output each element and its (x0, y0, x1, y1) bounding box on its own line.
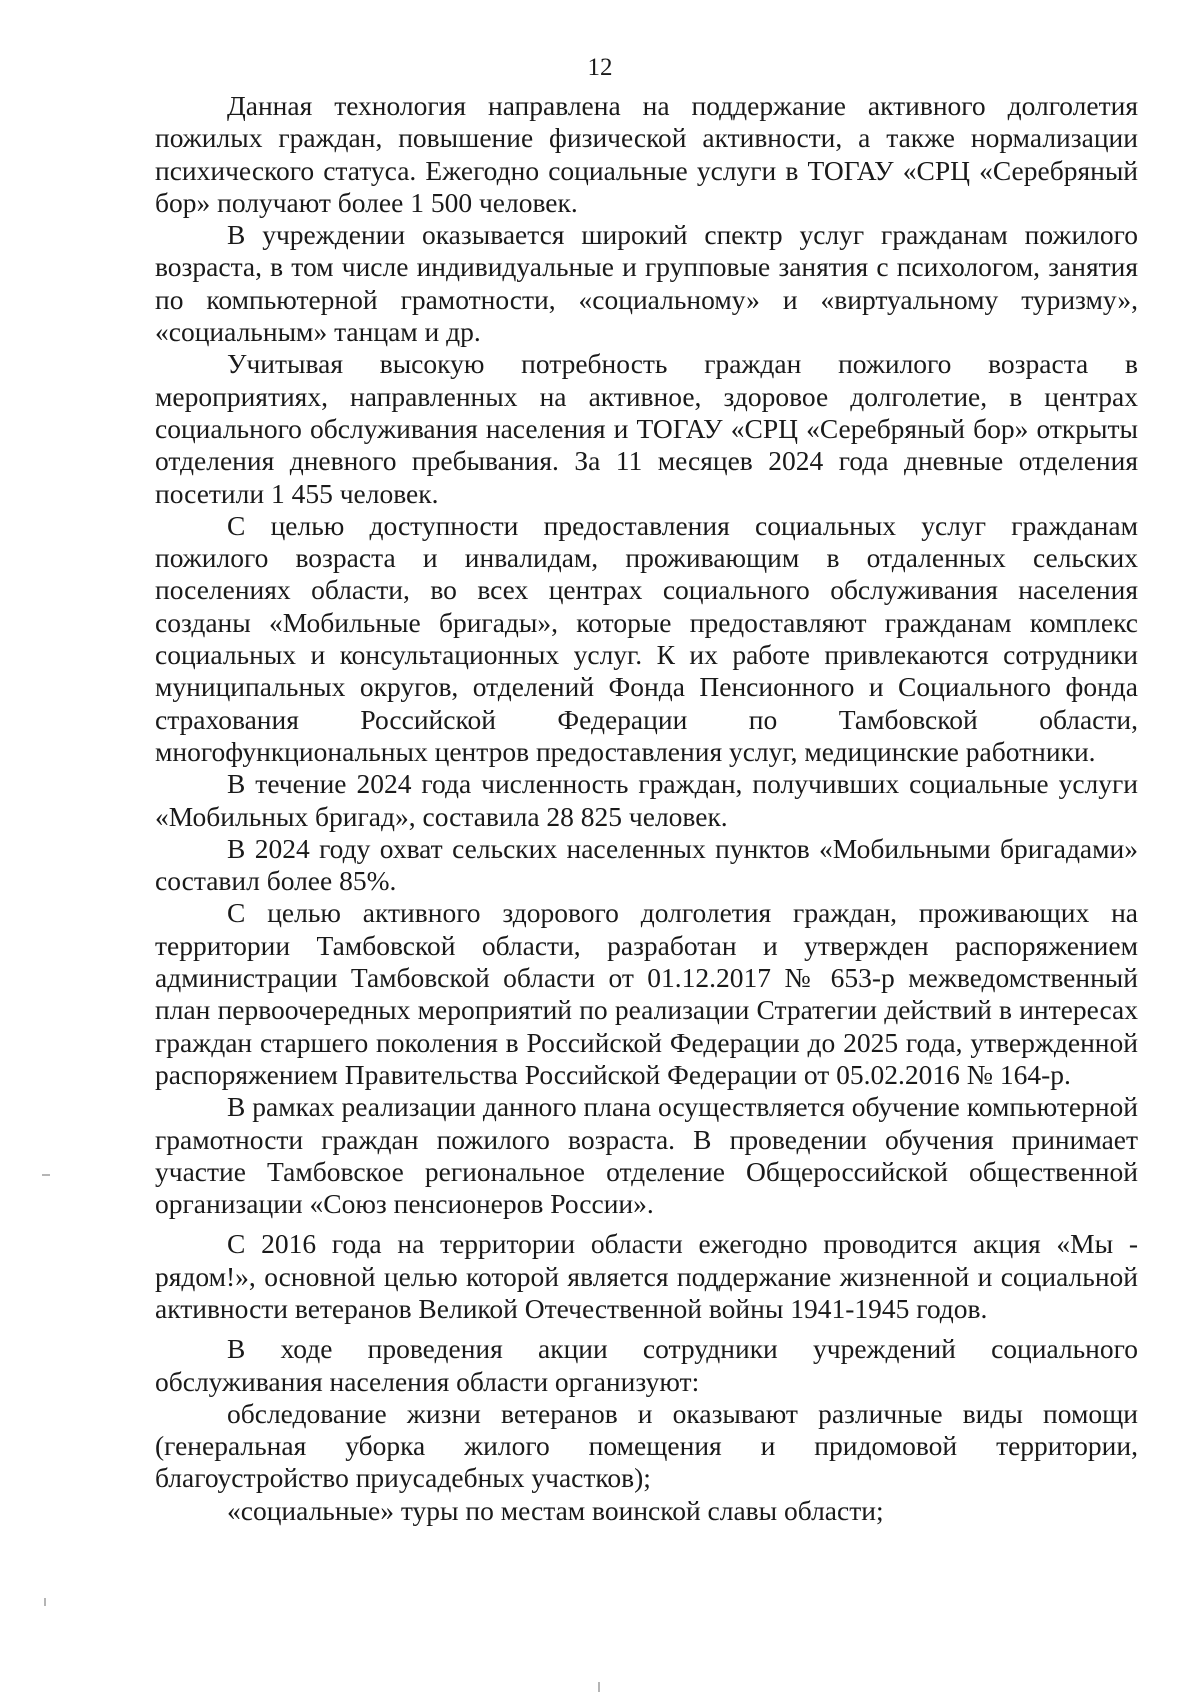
text-line: Общероссийской общественной организации «Союз пенсионеров России». (155, 1155, 1138, 1220)
text-line: туризму», «социальным» танцам и др. (155, 283, 1138, 348)
paragraph (155, 90, 1138, 219)
text-line: утвержденной распоряжением Правительства Российской Федерации от (155, 1026, 1138, 1090)
text-line: отделения посетили 1 455 человек. (155, 445, 1139, 509)
text-line: бригадами» составил более 85%. (155, 832, 1139, 897)
text-line: годов. (916, 1292, 988, 1324)
text-line: В учреждении оказывается широкий спектр услуг гражданам пожилого (227, 219, 1138, 251)
paragraph (155, 1091, 1138, 1220)
text-line: С 2016 года на территории области ежегодно проводится акция (227, 1228, 1041, 1260)
text-line: и социальной активности ветеранов Великой Отечественной войны 1941-1945 (155, 1260, 1139, 1324)
text-line: пожилых граждан, повышение физической активности, а также нормализации (155, 122, 1138, 154)
text-line: интересах граждан старшего поколения в Российской Федерации до 2025 года, (155, 994, 1139, 1058)
text-line: «Серебряный бор» получают более 1 500 человек. (155, 154, 1139, 218)
text-line: пожилого возраста и инвалидам, проживающим в отдаленных сельских (155, 542, 1138, 574)
text-line: социального обслуживания населения и ТОГАУ «СРЦ «Серебряный бор» (155, 412, 1029, 444)
scan-margin-mark (42, 1174, 50, 1176)
text-line: С целью активного здорового долголетия граждан, проживающих (227, 897, 1090, 929)
text-line: 05.02.2016 № 164-р. (836, 1058, 1071, 1090)
text-line: «Мы - рядом!», основной целью которой является поддержание жизненной (155, 1228, 1139, 1292)
text-line: Учитывая высокую потребность граждан пожилого возраста (227, 348, 1089, 380)
text-line: на территории Тамбовской области, разработан и утвержден распоряжением (155, 897, 1139, 961)
text-line: услуги «Мобильных бригад», составила 28 825 человек. (155, 768, 1139, 832)
text-line: социальных и консультационных услуг. К их работе привлекаются сотрудники (155, 639, 1138, 671)
text-line: открыты отделения дневного пребывания. За 11 месяцев 2024 года дневные (155, 412, 1138, 477)
paragraph (155, 1398, 1138, 1495)
page-number: 12 (587, 54, 613, 81)
paragraph (155, 1228, 1138, 1325)
paragraph (155, 219, 1138, 348)
paragraph (155, 510, 1138, 768)
text-line: муниципальных округов, отделений Фонда Пенсионного и Социального фонда (155, 671, 1138, 703)
text-line: план первоочередных мероприятий по реализации Стратегии действий в (155, 994, 1012, 1026)
text-line: занятия по компьютерной грамотности, «социальному» и «виртуальному (155, 251, 1138, 315)
paragraph (155, 1333, 1138, 1398)
paragraph (155, 348, 1138, 509)
text-line: администрации Тамбовской области от 01.12.2017 № 653-р межведомственный (155, 962, 1138, 994)
text-line: (генеральная уборка жилого помещения и придомовой территории, (155, 1430, 1138, 1462)
text-line: обслуживания населения области организуют: (155, 1365, 700, 1397)
text-line: Данная технология направлена на поддержание активного долголетия (227, 90, 1138, 121)
text-line: компьютерной грамотности граждан пожилого возраста. В проведении (155, 1091, 1139, 1155)
paragraph (155, 768, 1138, 833)
text-line: благоустройство приусадебных участков); (155, 1462, 651, 1494)
text-line: В течение 2024 года численность граждан, получивших социальные (227, 768, 1049, 800)
text-line: обучения принимает участие Тамбовское региональное отделение (155, 1123, 1138, 1187)
document-body (155, 90, 1138, 1527)
text-line: С целью доступности предоставления социальных услуг гражданам (227, 509, 1138, 541)
paragraph (155, 833, 1138, 898)
text-line: обследование жизни ветеранов и оказывают различные виды помощи (227, 1397, 1138, 1429)
text-line: психического статуса. Ежегодно социальные услуги в ТОГАУ «СРЦ (155, 154, 970, 186)
text-line: поселениях области, во всех центрах социального обслуживания населения (155, 574, 1138, 606)
text-line: в мероприятиях, направленных на активное, здоровое долголетие, в центрах (155, 348, 1138, 412)
scan-margin-mark (598, 1682, 600, 1692)
text-line: В рамках реализации данного плана осуществляется обучение (227, 1091, 960, 1123)
text-line: В 2024 году охват сельских населенных пунктов «Мобильными (227, 832, 991, 864)
text-line: возраста, в том числе индивидуальные и групповые занятия с психологом, (155, 251, 1041, 283)
text-line: многофункциональных центров предоставления услуг, медицинские работники. (155, 735, 1096, 767)
scan-margin-mark (44, 1598, 46, 1606)
text-line: страхования Российской Федерации по Тамбовской области, (155, 703, 1138, 735)
paragraph (155, 897, 1138, 1091)
text-line: созданы «Мобильные бригады», которые предоставляют гражданам комплекс (155, 606, 1138, 638)
paragraph (155, 1495, 1138, 1527)
text-line: В ходе проведения акции сотрудники учреждений социального (227, 1333, 1138, 1365)
text-line: «социальные» туры по местам воинской славы области; (227, 1494, 884, 1526)
